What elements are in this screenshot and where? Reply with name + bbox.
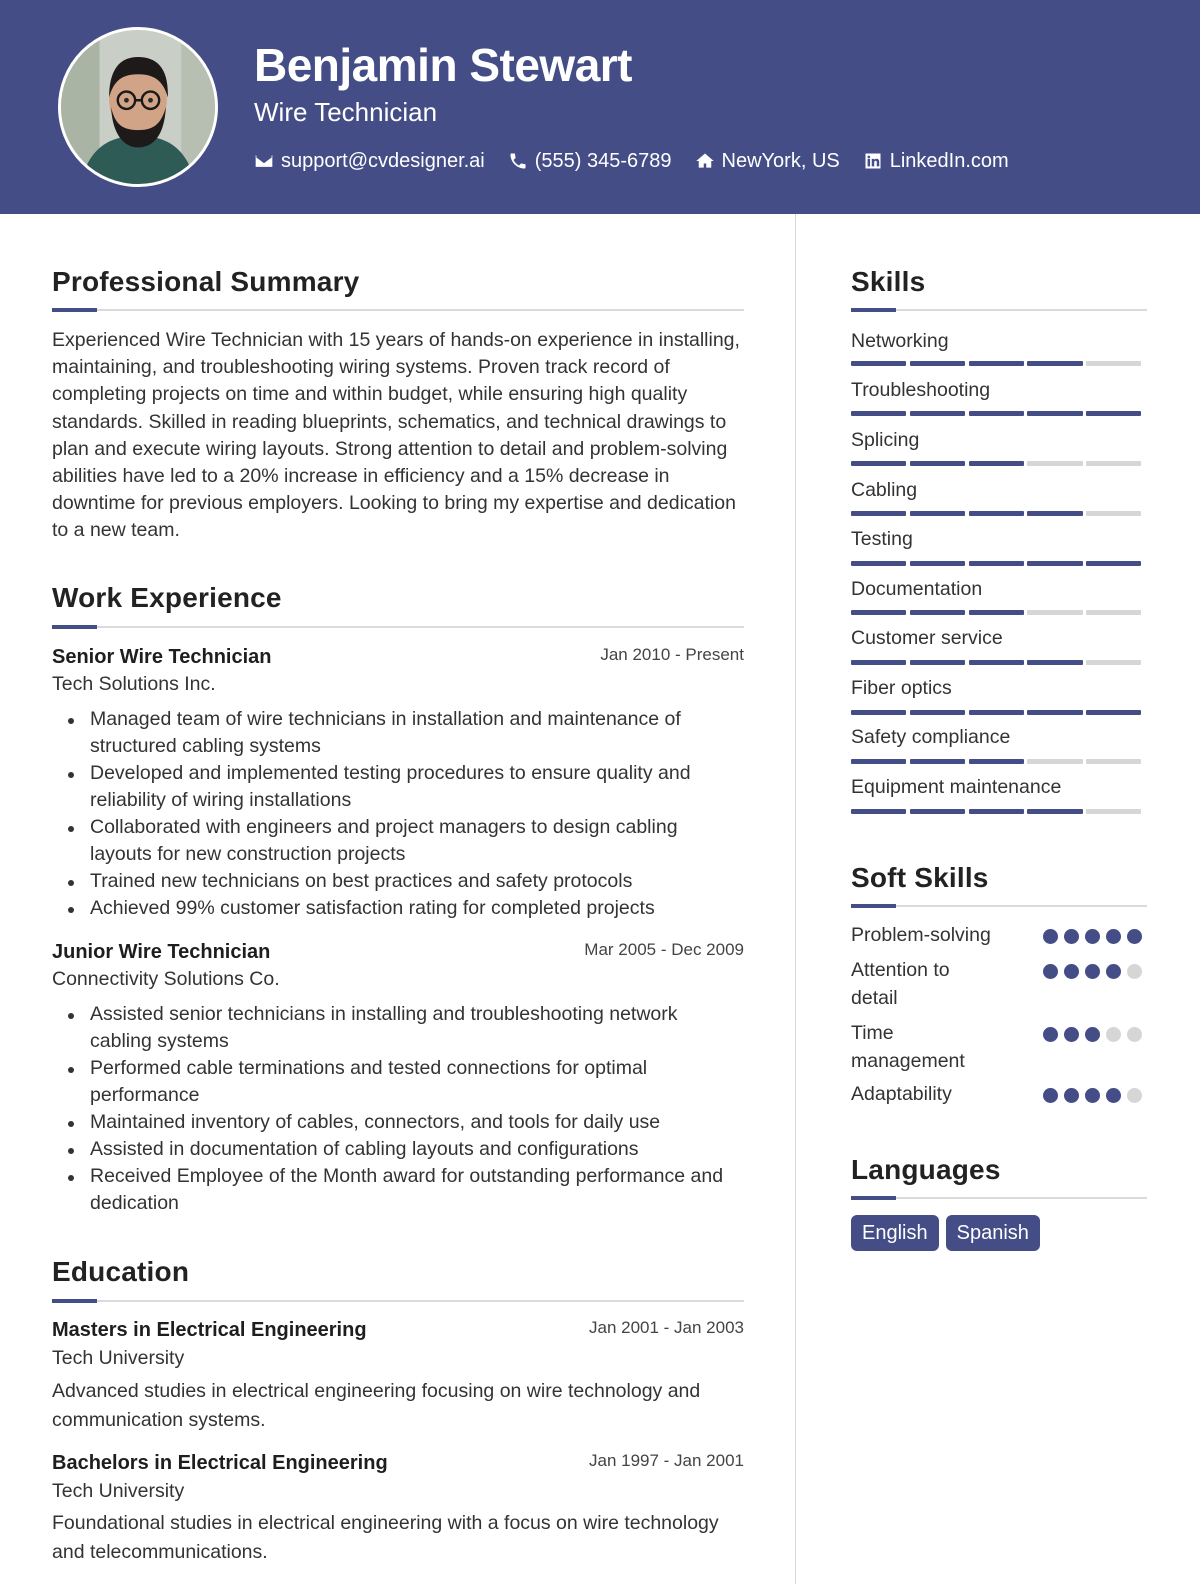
- degree-date: Jan 1997 - Jan 2001: [588, 1451, 744, 1470]
- language-tag: Spanish: [946, 1215, 1040, 1251]
- education-heading: Education: [52, 1256, 190, 1287]
- job-company: Connectivity Solutions Co.: [52, 968, 280, 990]
- contact-linkedin[interactable]: [863, 150, 1009, 173]
- skill-level-segment: [910, 511, 965, 516]
- skill-level-segment: [910, 361, 965, 366]
- skill-level-bar: [851, 759, 1145, 764]
- summary-rule: [52, 309, 744, 311]
- contact-phone[interactable]: [508, 150, 672, 173]
- summary-text: Experienced Wire Technician with 15 years of hands-on experience in installing, maintaining, and troubleshooting wiring systems. Proven track record of completing projects on time and within budget, while ensuring high quality standards. Skilled in reading blueprints, schematics, and technical drawings to plan and execute wiring layouts. Strong attention to detail and problem-solving abilities have led to a 20% increase in efficiency and a 15% decrease in downtime for previous employers. Looking to bring my expertise and dedication to a new team.: [52, 329, 740, 542]
- soft-skill-rating: [1043, 1088, 1148, 1103]
- skill-level-segment: [910, 411, 965, 416]
- skill-level-bar: [851, 511, 1145, 516]
- skill-level-segment: [851, 610, 906, 615]
- skill-name: Troubleshooting: [851, 379, 991, 401]
- education-rule: [52, 1300, 744, 1302]
- skill-level-segment: [851, 411, 906, 416]
- skill-level-segment: [969, 710, 1024, 715]
- phone-icon: [508, 151, 528, 171]
- column-divider: [795, 214, 796, 1584]
- rating-dot: [1127, 1027, 1142, 1042]
- skills-rule: [851, 309, 1147, 311]
- skill-level-segment: [1027, 411, 1082, 416]
- job-bullet: Managed team of wire technicians in installation and maintenance of structured cabling systems: [68, 706, 744, 760]
- skill-level-segment: [910, 461, 965, 466]
- experience-rule: [52, 626, 744, 628]
- skill-level-bar: [851, 660, 1145, 665]
- rating-dot: [1064, 1027, 1079, 1042]
- job-bullet: Received Employee of the Month award for outstanding performance and dedication: [68, 1163, 744, 1217]
- skill-level-segment: [1086, 561, 1141, 566]
- skill-level-segment: [1027, 511, 1082, 516]
- skill-level-bar: [851, 561, 1145, 566]
- contact-linkedin-text: LinkedIn.com: [889, 149, 1009, 172]
- experience-heading: Work Experience: [52, 582, 282, 613]
- skill-name: Testing: [851, 528, 913, 550]
- skill-level-bar: [851, 361, 1145, 366]
- job-bullet: Achieved 99% customer satisfaction rating for completed projects: [68, 895, 744, 922]
- skill-level-segment: [969, 759, 1024, 764]
- profile-photo: [61, 30, 215, 184]
- job-bullet: Trained new technicians on best practices and safety protocols: [68, 868, 744, 895]
- skill-level-segment: [910, 561, 965, 566]
- degree-school: Tech University: [52, 1347, 185, 1369]
- skill-name: Cabling: [851, 479, 918, 501]
- soft-skill-rating: [1043, 929, 1148, 944]
- job-bullet: Developed and implemented testing procedures to ensure quality and reliability of wiring installations: [68, 760, 744, 814]
- job-bullet: Assisted in documentation of cabling layouts and configurations: [68, 1136, 744, 1163]
- skill-level-segment: [969, 660, 1024, 665]
- rating-dot: [1043, 1088, 1058, 1103]
- skill-level-segment: [969, 610, 1024, 615]
- linkedin-icon: [863, 151, 883, 171]
- rating-dot: [1043, 1027, 1058, 1042]
- skill-level-segment: [851, 361, 906, 366]
- languages-heading: Languages: [851, 1154, 1001, 1185]
- skill-level-segment: [1086, 511, 1141, 516]
- skill-name: Splicing: [851, 429, 920, 451]
- rating-dot: [1064, 1088, 1079, 1103]
- skill-level-segment: [1027, 461, 1082, 466]
- job-bullets: [68, 706, 744, 922]
- summary-heading: Professional Summary: [52, 266, 360, 297]
- skill-level-segment: [851, 809, 906, 814]
- contact-location[interactable]: [695, 150, 840, 173]
- skill-level-segment: [851, 511, 906, 516]
- candidate-name: Benjamin Stewart: [254, 39, 632, 91]
- envelope-icon: [254, 151, 274, 171]
- rating-dot: [1106, 929, 1121, 944]
- contact-bar: [254, 148, 1032, 174]
- language-tag: English: [851, 1215, 939, 1251]
- rating-dot: [1106, 964, 1121, 979]
- skill-level-segment: [1086, 710, 1141, 715]
- rating-dot: [1064, 929, 1079, 944]
- skill-level-segment: [910, 759, 965, 764]
- avatar: [58, 27, 218, 187]
- rating-dot: [1085, 1088, 1100, 1103]
- language-list: [851, 1215, 1047, 1251]
- skill-level-segment: [910, 610, 965, 615]
- skill-level-segment: [1086, 809, 1141, 814]
- skill-level-segment: [1027, 759, 1082, 764]
- skill-level-segment: [851, 561, 906, 566]
- skill-level-segment: [851, 461, 906, 466]
- skill-name: Customer service: [851, 627, 1003, 649]
- soft-skill-name: Time management: [851, 1022, 965, 1072]
- job-date: Mar 2005 - Dec 2009: [584, 940, 744, 959]
- soft-skill-rating: [1043, 964, 1148, 979]
- skill-level-segment: [1086, 610, 1141, 615]
- skill-level-segment: [910, 660, 965, 665]
- skill-level-bar: [851, 411, 1145, 416]
- header-banner: [0, 0, 1200, 214]
- skill-level-segment: [1027, 710, 1082, 715]
- skill-level-segment: [1027, 361, 1082, 366]
- soft-skill-rating: [1043, 1027, 1148, 1042]
- skill-name: Networking: [851, 330, 949, 352]
- contact-email-text: support@cvdesigner.ai: [281, 149, 485, 172]
- job-bullets: [68, 1001, 744, 1217]
- skills-heading: Skills: [851, 266, 926, 297]
- job-date: Jan 2010 - Present: [600, 645, 744, 664]
- rating-dot: [1085, 929, 1100, 944]
- skill-level-segment: [969, 809, 1024, 814]
- skill-level-segment: [910, 809, 965, 814]
- rating-dot: [1106, 1088, 1121, 1103]
- skill-level-segment: [851, 710, 906, 715]
- degree-description: Advanced studies in electrical engineering focusing on wire technology and communication systems.: [52, 1380, 701, 1431]
- job-title: Senior Wire Technician: [52, 646, 272, 668]
- rating-dot: [1043, 964, 1058, 979]
- home-icon: [695, 151, 715, 171]
- candidate-role: Wire Technician: [254, 97, 438, 127]
- skill-level-bar: [851, 809, 1145, 814]
- rating-dot: [1085, 1027, 1100, 1042]
- degree-title: Bachelors in Electrical Engineering: [52, 1452, 388, 1474]
- soft-skill-name: Problem-solving: [851, 924, 991, 946]
- skill-level-segment: [1027, 561, 1082, 566]
- skill-level-segment: [969, 461, 1024, 466]
- degree-description: Foundational studies in electrical engineering with a focus on wire technology and telecommunications.: [52, 1512, 719, 1563]
- skill-name: Safety compliance: [851, 726, 1011, 748]
- skill-level-segment: [969, 411, 1024, 416]
- skill-level-segment: [1086, 461, 1141, 466]
- job-bullet: Maintained inventory of cables, connectors, and tools for daily use: [68, 1109, 744, 1136]
- skill-level-segment: [1086, 660, 1141, 665]
- rating-dot: [1043, 929, 1058, 944]
- skill-level-segment: [1086, 361, 1141, 366]
- skill-level-segment: [969, 561, 1024, 566]
- rating-dot: [1127, 964, 1142, 979]
- skill-level-segment: [969, 511, 1024, 516]
- contact-location-text: NewYork, US: [721, 149, 840, 172]
- skill-level-segment: [851, 759, 906, 764]
- skill-level-segment: [1027, 660, 1082, 665]
- skill-level-bar: [851, 610, 1145, 615]
- skill-level-bar: [851, 710, 1145, 715]
- skill-name: Fiber optics: [851, 677, 952, 699]
- skill-level-segment: [969, 361, 1024, 366]
- soft-skill-name: Adaptability: [851, 1083, 952, 1105]
- degree-school: Tech University: [52, 1480, 185, 1502]
- rating-dot: [1106, 1027, 1121, 1042]
- skill-name: Equipment maintenance: [851, 776, 1062, 798]
- rating-dot: [1127, 1088, 1142, 1103]
- degree-date: Jan 2001 - Jan 2003: [588, 1318, 744, 1337]
- rating-dot: [1085, 964, 1100, 979]
- contact-email[interactable]: [254, 150, 485, 173]
- soft-skill-name: Attention to detail: [851, 959, 950, 1009]
- soft-skills-rule: [851, 905, 1147, 907]
- skill-level-segment: [1027, 610, 1082, 615]
- skill-level-segment: [910, 710, 965, 715]
- job-bullet: Collaborated with engineers and project managers to design cabling layouts for new construction projects: [68, 814, 744, 868]
- degree-title: Masters in Electrical Engineering: [52, 1319, 367, 1341]
- rating-dot: [1064, 964, 1079, 979]
- job-title: Junior Wire Technician: [52, 941, 271, 963]
- soft-skills-heading: Soft Skills: [851, 862, 989, 893]
- skill-level-segment: [851, 660, 906, 665]
- job-bullet: Assisted senior technicians in installing and troubleshooting network cabling systems: [68, 1001, 744, 1055]
- languages-rule: [851, 1197, 1147, 1199]
- job-bullet: Performed cable terminations and tested connections for optimal performance: [68, 1055, 744, 1109]
- skill-level-segment: [1086, 411, 1141, 416]
- rating-dot: [1127, 929, 1142, 944]
- skill-level-segment: [1086, 759, 1141, 764]
- job-company: Tech Solutions Inc.: [52, 673, 216, 695]
- skill-name: Documentation: [851, 578, 983, 600]
- contact-phone-text: (555) 345-6789: [534, 149, 672, 172]
- skill-level-bar: [851, 461, 1145, 466]
- skill-level-segment: [1027, 809, 1082, 814]
